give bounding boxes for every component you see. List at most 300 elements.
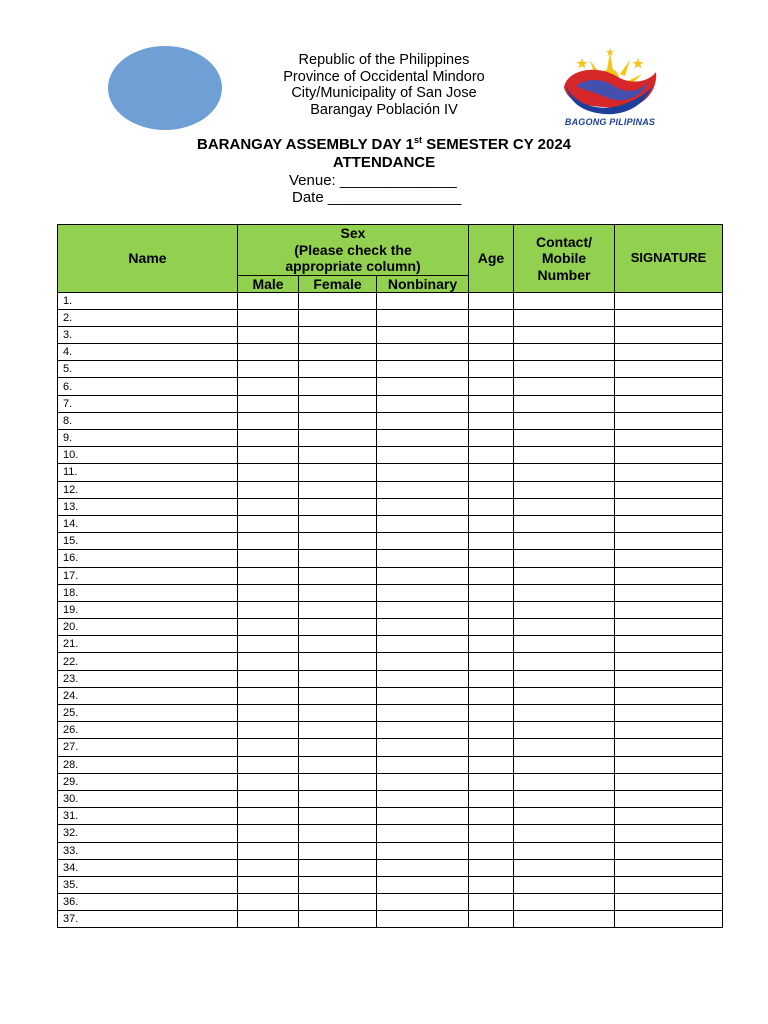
female-cell[interactable]	[299, 601, 377, 618]
contact-cell[interactable]	[514, 533, 615, 550]
age-cell[interactable]	[469, 619, 514, 636]
contact-cell[interactable]	[514, 412, 615, 429]
female-cell[interactable]	[299, 773, 377, 790]
nonbinary-cell[interactable]	[377, 344, 469, 361]
male-cell[interactable]	[238, 533, 299, 550]
nonbinary-cell[interactable]	[377, 584, 469, 601]
female-cell[interactable]	[299, 790, 377, 807]
contact-cell[interactable]	[514, 601, 615, 618]
signature-cell[interactable]	[615, 876, 723, 893]
sex-label: Sex	[340, 225, 366, 241]
nonbinary-cell[interactable]	[377, 636, 469, 653]
age-cell[interactable]	[469, 790, 514, 807]
male-cell[interactable]	[238, 687, 299, 704]
table-row	[58, 447, 723, 464]
contact-cell[interactable]	[514, 326, 615, 343]
female-cell[interactable]	[299, 567, 377, 584]
male-cell[interactable]	[238, 292, 299, 309]
signature-cell[interactable]	[615, 378, 723, 395]
age-cell[interactable]	[469, 859, 514, 876]
contact-cell[interactable]	[514, 722, 615, 739]
signature-cell[interactable]	[615, 430, 723, 447]
male-cell[interactable]	[238, 739, 299, 756]
signature-cell[interactable]	[615, 894, 723, 911]
female-cell[interactable]	[299, 309, 377, 326]
title-part: SEMESTER CY 2024	[422, 136, 571, 153]
contact-cell[interactable]	[514, 481, 615, 498]
row-number-name-cell[interactable]: 10.	[58, 447, 238, 464]
table-row	[58, 292, 723, 309]
nonbinary-cell[interactable]	[377, 550, 469, 567]
age-cell[interactable]	[469, 533, 514, 550]
nonbinary-cell[interactable]	[377, 911, 469, 928]
female-cell[interactable]	[299, 842, 377, 859]
row-number-name-cell[interactable]: 3.	[58, 326, 238, 343]
signature-cell[interactable]	[615, 722, 723, 739]
age-cell[interactable]	[469, 344, 514, 361]
title-line-1	[130, 136, 638, 154]
signature-cell[interactable]	[615, 533, 723, 550]
male-cell[interactable]	[238, 773, 299, 790]
female-cell[interactable]	[299, 498, 377, 515]
column-header-age: Age	[469, 225, 514, 293]
table-row	[58, 790, 723, 807]
row-number-name-cell[interactable]: 20.	[58, 619, 238, 636]
female-cell[interactable]	[299, 515, 377, 532]
nonbinary-cell[interactable]	[377, 567, 469, 584]
male-cell[interactable]	[238, 447, 299, 464]
age-cell[interactable]	[469, 756, 514, 773]
age-cell[interactable]	[469, 309, 514, 326]
nonbinary-cell[interactable]	[377, 601, 469, 618]
signature-cell[interactable]	[615, 790, 723, 807]
age-cell[interactable]	[469, 515, 514, 532]
nonbinary-cell[interactable]	[377, 498, 469, 515]
contact-cell[interactable]	[514, 292, 615, 309]
header-municipality: City/Municipality of San Jose	[291, 85, 477, 101]
female-cell[interactable]	[299, 722, 377, 739]
female-cell[interactable]	[299, 808, 377, 825]
row-number-name-cell[interactable]: 9.	[58, 430, 238, 447]
female-cell[interactable]	[299, 481, 377, 498]
nonbinary-cell[interactable]	[377, 705, 469, 722]
title-part: BARANGAY ASSEMBLY DAY 1	[197, 136, 415, 153]
age-cell[interactable]	[469, 722, 514, 739]
age-cell[interactable]	[469, 584, 514, 601]
title-superscript: st	[414, 135, 423, 145]
column-header-signature: SIGNATURE	[615, 225, 723, 293]
contact-cell[interactable]	[514, 378, 615, 395]
row-number-name-cell[interactable]: 17.	[58, 567, 238, 584]
contact-cell[interactable]	[514, 911, 615, 928]
nonbinary-cell[interactable]	[377, 309, 469, 326]
male-cell[interactable]	[238, 825, 299, 842]
table-row	[58, 481, 723, 498]
row-number-name-cell[interactable]: 22.	[58, 653, 238, 670]
male-cell[interactable]	[238, 326, 299, 343]
female-cell[interactable]	[299, 378, 377, 395]
contact-cell[interactable]	[514, 773, 615, 790]
age-cell[interactable]	[469, 670, 514, 687]
age-cell[interactable]	[469, 842, 514, 859]
age-cell[interactable]	[469, 825, 514, 842]
age-cell[interactable]	[469, 705, 514, 722]
male-cell[interactable]	[238, 859, 299, 876]
contact-cell[interactable]	[514, 894, 615, 911]
nonbinary-cell[interactable]	[377, 619, 469, 636]
female-cell[interactable]	[299, 430, 377, 447]
female-cell[interactable]	[299, 344, 377, 361]
contact-cell[interactable]	[514, 670, 615, 687]
document-header	[230, 52, 538, 118]
row-number-name-cell[interactable]: 2.	[58, 309, 238, 326]
nonbinary-cell[interactable]	[377, 670, 469, 687]
male-cell[interactable]	[238, 636, 299, 653]
bagong-pilipinas-emblem-icon	[556, 48, 664, 118]
row-number-name-cell[interactable]: 18.	[58, 584, 238, 601]
female-cell[interactable]	[299, 756, 377, 773]
nonbinary-cell[interactable]	[377, 515, 469, 532]
nonbinary-cell[interactable]	[377, 361, 469, 378]
female-cell[interactable]	[299, 739, 377, 756]
age-cell[interactable]	[469, 636, 514, 653]
female-cell[interactable]	[299, 464, 377, 481]
row-number-name-cell[interactable]: 28.	[58, 756, 238, 773]
age-cell[interactable]	[469, 430, 514, 447]
male-cell[interactable]	[238, 550, 299, 567]
row-number-name-cell[interactable]: 15.	[58, 533, 238, 550]
male-cell[interactable]	[238, 412, 299, 429]
row-number-name-cell[interactable]: 24.	[58, 687, 238, 704]
age-cell[interactable]	[469, 326, 514, 343]
contact-cell[interactable]	[514, 825, 615, 842]
age-cell[interactable]	[469, 808, 514, 825]
row-number-name-cell[interactable]: 23.	[58, 670, 238, 687]
male-cell[interactable]	[238, 601, 299, 618]
signature-cell[interactable]	[615, 550, 723, 567]
contact-cell[interactable]	[514, 567, 615, 584]
signature-cell[interactable]	[615, 601, 723, 618]
male-cell[interactable]	[238, 808, 299, 825]
age-cell[interactable]	[469, 876, 514, 893]
header-province: Province of Occidental Mindoro	[283, 68, 485, 85]
table-row	[58, 567, 723, 584]
signature-cell[interactable]	[615, 653, 723, 670]
signature-cell[interactable]	[615, 412, 723, 429]
column-header-male: Male	[238, 275, 299, 292]
female-cell[interactable]	[299, 550, 377, 567]
table-row	[58, 378, 723, 395]
female-cell[interactable]	[299, 361, 377, 378]
table-row	[58, 601, 723, 618]
contact-cell[interactable]	[514, 309, 615, 326]
column-header-nonbinary: Nonbinary	[377, 275, 469, 292]
table-row	[58, 430, 723, 447]
male-cell[interactable]	[238, 911, 299, 928]
contact-cell[interactable]	[514, 705, 615, 722]
table-row	[58, 876, 723, 893]
contact-cell[interactable]	[514, 859, 615, 876]
female-cell[interactable]	[299, 412, 377, 429]
logo-text: BAGONG PILIPINAS	[564, 117, 656, 127]
male-cell[interactable]	[238, 705, 299, 722]
female-cell[interactable]	[299, 653, 377, 670]
female-cell[interactable]	[299, 670, 377, 687]
row-number-name-cell[interactable]: 32.	[58, 825, 238, 842]
contact-cell[interactable]	[514, 395, 615, 412]
female-cell[interactable]	[299, 326, 377, 343]
table-row	[58, 705, 723, 722]
age-cell[interactable]	[469, 773, 514, 790]
contact-cell[interactable]	[514, 876, 615, 893]
row-number-name-cell[interactable]: 1.	[58, 292, 238, 309]
nonbinary-cell[interactable]	[377, 395, 469, 412]
table-row	[58, 412, 723, 429]
age-cell[interactable]	[469, 601, 514, 618]
contact-cell[interactable]	[514, 739, 615, 756]
table-row	[58, 670, 723, 687]
nonbinary-cell[interactable]	[377, 653, 469, 670]
row-number-name-cell[interactable]: 26.	[58, 722, 238, 739]
signature-cell[interactable]	[615, 515, 723, 532]
male-cell[interactable]	[238, 619, 299, 636]
nonbinary-cell[interactable]	[377, 447, 469, 464]
row-number-name-cell[interactable]: 33.	[58, 842, 238, 859]
age-cell[interactable]	[469, 481, 514, 498]
contact-cell[interactable]	[514, 619, 615, 636]
contact-cell[interactable]	[514, 636, 615, 653]
nonbinary-cell[interactable]	[377, 859, 469, 876]
row-number-name-cell[interactable]: 29.	[58, 773, 238, 790]
contact-cell[interactable]	[514, 653, 615, 670]
row-number-name-cell[interactable]: 30.	[58, 790, 238, 807]
male-cell[interactable]	[238, 309, 299, 326]
signature-cell[interactable]	[615, 911, 723, 928]
table-row	[58, 687, 723, 704]
male-cell[interactable]	[238, 481, 299, 498]
age-cell[interactable]	[469, 687, 514, 704]
table-row	[58, 636, 723, 653]
contact-label-line-3: Number	[537, 266, 591, 283]
row-number-name-cell[interactable]: 31.	[58, 808, 238, 825]
male-cell[interactable]	[238, 515, 299, 532]
male-cell[interactable]	[238, 567, 299, 584]
signature-cell[interactable]	[615, 687, 723, 704]
contact-cell[interactable]	[514, 756, 615, 773]
contact-cell[interactable]	[514, 808, 615, 825]
male-cell[interactable]	[238, 584, 299, 601]
signature-cell[interactable]	[615, 292, 723, 309]
male-cell[interactable]	[238, 790, 299, 807]
female-cell[interactable]	[299, 533, 377, 550]
row-number-name-cell[interactable]: 5.	[58, 361, 238, 378]
attendance-table	[57, 224, 723, 928]
row-number-name-cell[interactable]: 7.	[58, 395, 238, 412]
male-cell[interactable]	[238, 395, 299, 412]
contact-label-line-1: Contact/	[536, 233, 592, 250]
female-cell[interactable]	[299, 619, 377, 636]
nonbinary-cell[interactable]	[377, 722, 469, 739]
signature-cell[interactable]	[615, 859, 723, 876]
nonbinary-cell[interactable]	[377, 292, 469, 309]
male-cell[interactable]	[238, 842, 299, 859]
title-line-2: ATTENDANCE	[332, 154, 436, 171]
age-cell[interactable]	[469, 739, 514, 756]
row-number-name-cell[interactable]: 21.	[58, 636, 238, 653]
signature-cell[interactable]	[615, 619, 723, 636]
female-cell[interactable]	[299, 859, 377, 876]
age-cell[interactable]	[469, 464, 514, 481]
column-header-sex	[238, 225, 469, 276]
table-row	[58, 619, 723, 636]
male-cell[interactable]	[238, 464, 299, 481]
male-cell[interactable]	[238, 498, 299, 515]
nonbinary-cell[interactable]	[377, 808, 469, 825]
female-cell[interactable]	[299, 894, 377, 911]
female-cell[interactable]	[299, 705, 377, 722]
age-cell[interactable]	[469, 361, 514, 378]
male-cell[interactable]	[238, 430, 299, 447]
age-cell[interactable]	[469, 412, 514, 429]
male-cell[interactable]	[238, 378, 299, 395]
contact-cell[interactable]	[514, 842, 615, 859]
age-cell[interactable]	[469, 447, 514, 464]
row-number-name-cell[interactable]: 37.	[58, 911, 238, 928]
signature-cell[interactable]	[615, 344, 723, 361]
signature-cell[interactable]	[615, 739, 723, 756]
nonbinary-cell[interactable]	[377, 687, 469, 704]
signature-cell[interactable]	[615, 842, 723, 859]
signature-cell[interactable]	[615, 584, 723, 601]
male-cell[interactable]	[238, 670, 299, 687]
male-cell[interactable]	[238, 361, 299, 378]
table-row	[58, 773, 723, 790]
contact-cell[interactable]	[514, 687, 615, 704]
nonbinary-cell[interactable]	[377, 378, 469, 395]
signature-cell[interactable]	[615, 395, 723, 412]
venue-field: Venue: ______________	[289, 172, 457, 189]
nonbinary-cell[interactable]	[377, 533, 469, 550]
row-number-name-cell[interactable]: 4.	[58, 344, 238, 361]
row-number-name-cell[interactable]: 25.	[58, 705, 238, 722]
contact-cell[interactable]	[514, 790, 615, 807]
age-cell[interactable]	[469, 550, 514, 567]
signature-cell[interactable]	[615, 498, 723, 515]
female-cell[interactable]	[299, 876, 377, 893]
nonbinary-cell[interactable]	[377, 739, 469, 756]
row-number-name-cell[interactable]: 8.	[58, 412, 238, 429]
female-cell[interactable]	[299, 687, 377, 704]
age-cell[interactable]	[469, 378, 514, 395]
row-number-name-cell[interactable]: 19.	[58, 601, 238, 618]
signature-cell[interactable]	[615, 464, 723, 481]
female-cell[interactable]	[299, 911, 377, 928]
nonbinary-cell[interactable]	[377, 825, 469, 842]
male-cell[interactable]	[238, 894, 299, 911]
contact-cell[interactable]	[514, 550, 615, 567]
nonbinary-cell[interactable]	[377, 790, 469, 807]
male-cell[interactable]	[238, 876, 299, 893]
nonbinary-cell[interactable]	[377, 464, 469, 481]
row-number-name-cell[interactable]: 12.	[58, 481, 238, 498]
signature-cell[interactable]	[615, 756, 723, 773]
female-cell[interactable]	[299, 584, 377, 601]
table-row	[58, 653, 723, 670]
contact-cell[interactable]	[514, 498, 615, 515]
female-cell[interactable]	[299, 636, 377, 653]
row-number-name-cell[interactable]: 13.	[58, 498, 238, 515]
age-cell[interactable]	[469, 498, 514, 515]
contact-cell[interactable]	[514, 515, 615, 532]
female-cell[interactable]	[299, 395, 377, 412]
female-cell[interactable]	[299, 825, 377, 842]
contact-cell[interactable]	[514, 430, 615, 447]
signature-cell[interactable]	[615, 481, 723, 498]
row-number-name-cell[interactable]: 34.	[58, 859, 238, 876]
signature-cell[interactable]	[615, 705, 723, 722]
age-cell[interactable]	[469, 894, 514, 911]
age-cell[interactable]	[469, 653, 514, 670]
date-field: Date ________________	[292, 189, 462, 206]
nonbinary-cell[interactable]	[377, 894, 469, 911]
age-cell[interactable]	[469, 395, 514, 412]
signature-cell[interactable]	[615, 670, 723, 687]
female-cell[interactable]	[299, 292, 377, 309]
male-cell[interactable]	[238, 653, 299, 670]
contact-cell[interactable]	[514, 361, 615, 378]
age-cell[interactable]	[469, 911, 514, 928]
male-cell[interactable]	[238, 344, 299, 361]
signature-cell[interactable]	[615, 447, 723, 464]
signature-cell[interactable]	[615, 567, 723, 584]
signature-cell[interactable]	[615, 825, 723, 842]
contact-cell[interactable]	[514, 447, 615, 464]
column-header-female: Female	[299, 275, 377, 292]
signature-cell[interactable]	[615, 326, 723, 343]
signature-cell[interactable]	[615, 361, 723, 378]
row-number-name-cell[interactable]: 35.	[58, 876, 238, 893]
male-cell[interactable]	[238, 722, 299, 739]
row-number-name-cell[interactable]: 6.	[58, 378, 238, 395]
signature-cell[interactable]	[615, 636, 723, 653]
signature-cell[interactable]	[615, 309, 723, 326]
row-number-name-cell[interactable]: 16.	[58, 550, 238, 567]
row-number-name-cell[interactable]: 11.	[58, 464, 238, 481]
table-body	[58, 292, 723, 928]
signature-cell[interactable]	[615, 773, 723, 790]
row-number-name-cell[interactable]: 36.	[58, 894, 238, 911]
nonbinary-cell[interactable]	[377, 773, 469, 790]
nonbinary-cell[interactable]	[377, 430, 469, 447]
table-row	[58, 911, 723, 928]
signature-cell[interactable]	[615, 808, 723, 825]
row-number-name-cell[interactable]: 14.	[58, 515, 238, 532]
nonbinary-cell[interactable]	[377, 412, 469, 429]
male-cell[interactable]	[238, 756, 299, 773]
female-cell[interactable]	[299, 447, 377, 464]
nonbinary-cell[interactable]	[377, 842, 469, 859]
nonbinary-cell[interactable]	[377, 481, 469, 498]
age-cell[interactable]	[469, 292, 514, 309]
contact-cell[interactable]	[514, 584, 615, 601]
nonbinary-cell[interactable]	[377, 326, 469, 343]
row-number-name-cell[interactable]: 27.	[58, 739, 238, 756]
nonbinary-cell[interactable]	[377, 756, 469, 773]
nonbinary-cell[interactable]	[377, 876, 469, 893]
age-cell[interactable]	[469, 567, 514, 584]
contact-cell[interactable]	[514, 344, 615, 361]
contact-cell[interactable]	[514, 464, 615, 481]
